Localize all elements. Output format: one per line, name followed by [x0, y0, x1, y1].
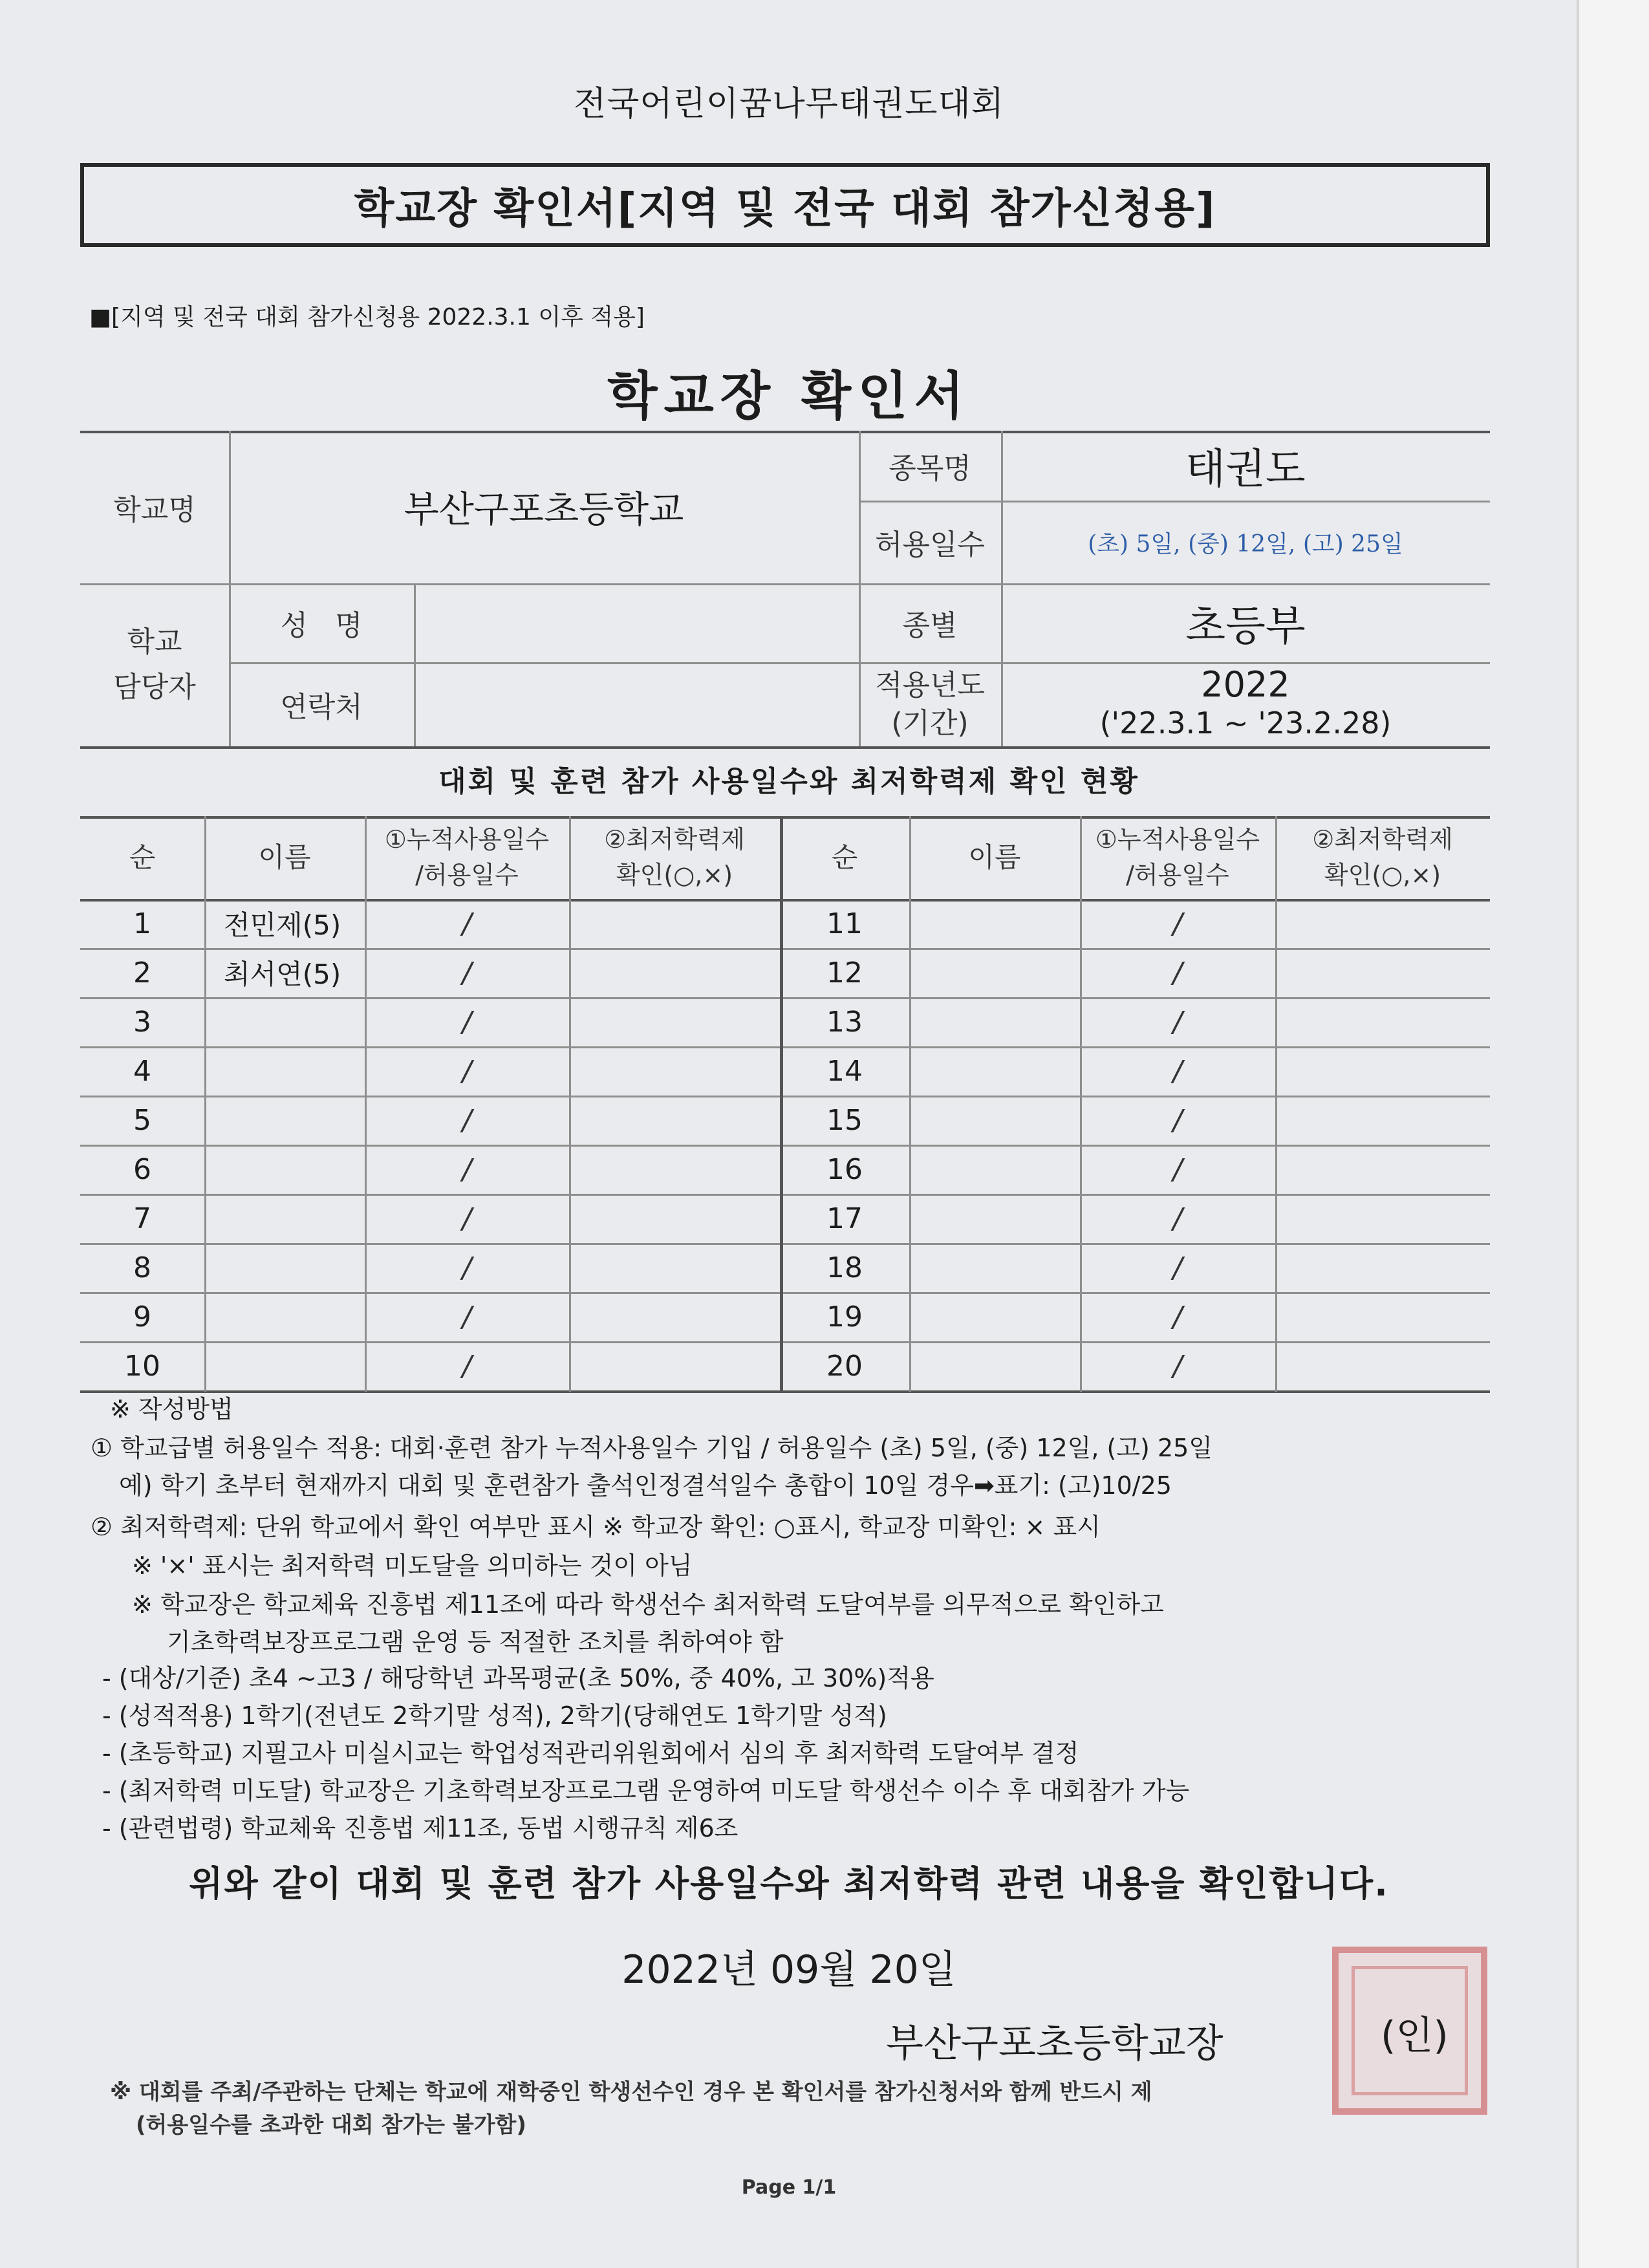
roster-header-no-right: 순 [831, 841, 858, 873]
roster-student-name [204, 997, 365, 1046]
roster-min-edu-check [569, 1341, 780, 1390]
roster-used-days: / [462, 907, 472, 940]
roster-min-edu-check [1275, 1341, 1490, 1390]
roster-student-name: 전민제(5) [224, 909, 341, 941]
division-label: 종별 [902, 609, 958, 642]
roster-row-number: 1 [133, 907, 151, 940]
roster-student-name [909, 899, 1080, 948]
sport-label: 종목명 [889, 452, 971, 485]
roster-row-number: 16 [826, 1152, 863, 1186]
roster-row-number: 17 [826, 1202, 863, 1235]
info-rule-bottom [80, 746, 1490, 749]
roster-row-number: 3 [133, 1005, 151, 1039]
roster-used-days: / [1172, 907, 1183, 940]
roster-used-days: / [1172, 956, 1183, 989]
roster-row-number: 9 [133, 1300, 151, 1334]
school-name-value: 부산구포초등학교 [404, 489, 684, 531]
principal-signature: 부산구포초등학교장 [886, 2021, 1223, 2066]
year-cell [1001, 662, 1490, 746]
period-value: ('22.3.1 ~ '23.2.28) [1099, 705, 1392, 740]
roster-used-days: / [1172, 1202, 1183, 1235]
roster-row-number: 15 [826, 1103, 863, 1137]
roster-used-days: / [1172, 1349, 1183, 1383]
roster-student-name [204, 1292, 365, 1341]
allowed-days-value: (초) 5일, (중) 12일, (고) 25일 [1088, 530, 1403, 557]
instruction-line: - (관련법령) 학교체육 진흥법 제11조, 동법 시행규칙 제6조 [102, 1814, 738, 1842]
roster-student-name [204, 1096, 365, 1145]
roster-row-number: 5 [133, 1103, 151, 1137]
roster-row-number: 4 [133, 1054, 151, 1088]
document-title: 학교장 확인서[지역 및 전국 대회 참가신청용] [354, 185, 1216, 233]
roster-row-number: 19 [826, 1300, 863, 1334]
confirmation-statement: 위와 같이 대회 및 훈련 참가 사용일수와 최저학력 관련 내용을 확인합니다. [189, 1863, 1389, 1904]
roster-min-edu-check [1275, 1145, 1490, 1194]
roster-header-name-right: 이름 [968, 841, 1021, 873]
roster-used-days: / [462, 1202, 472, 1235]
roster-min-edu-check [1275, 1046, 1490, 1096]
roster-min-edu-check [569, 1096, 780, 1145]
roster-min-edu-check [569, 1194, 780, 1243]
roster-min-edu-check [569, 1243, 780, 1292]
sport-value: 태권도 [1185, 446, 1306, 493]
roster-student-name [909, 1243, 1080, 1292]
form-title: 학교장 확인서 [607, 366, 971, 426]
roster-used-days: / [1172, 1054, 1183, 1088]
roster-used-days: / [462, 1300, 472, 1334]
roster-row-number: 14 [826, 1054, 863, 1088]
roster-min-edu-check [1275, 1292, 1490, 1341]
instruction-line: 예) 학기 초부터 현재까지 대회 및 훈련참가 출석인정결석일수 총합이 10일 경우➡표기: (고)10/25 [119, 1471, 1172, 1500]
roster-header-name-left: 이름 [258, 841, 311, 873]
year-value: 2022 [1201, 664, 1290, 706]
issue-date: 2022년 09월 20일 [621, 1947, 956, 1993]
manager-name-label: 성 명 [280, 609, 363, 642]
roster-row-number: 11 [826, 907, 863, 940]
roster-used-days: / [462, 956, 472, 989]
instruction-line: - (성적적용) 1학기(전년도 2학기말 성적), 2학기(당해연도 1학기말 성적) [102, 1701, 887, 1730]
roster-student-name [909, 1096, 1080, 1145]
roster-used-days: / [1172, 1300, 1183, 1334]
manager-name-value [414, 583, 859, 662]
footer-note-line: ※ 대회를 주최/주관하는 단체는 학교에 재학중인 학생선수인 경우 본 확인서를 참가신청서와 함께 반드시 제 [110, 2079, 1152, 2105]
instruction-line: ※ '×' 표시는 최저학력 미도달을 의미하는 것이 아님 [132, 1551, 693, 1580]
roster-header-no-left: 순 [129, 841, 156, 873]
roster-student-name [204, 1145, 365, 1194]
roster-used-days: / [462, 1054, 472, 1088]
roster-student-name [204, 1341, 365, 1390]
instruction-line: - (최저학력 미도달) 학교장은 기초학력보장프로그램 운영하여 미도달 학생선수 이수 후 대회참가 가능 [102, 1777, 1190, 1805]
roster-min-edu-check [1275, 899, 1490, 948]
school-name-label: 학교명 [113, 493, 196, 526]
roster-min-edu-check [569, 1046, 780, 1096]
instruction-line: ※ 학교장은 학교체육 진흥법 제11조에 따라 학생선수 최저학력 도달여부를 의무적으로 확인하고 [132, 1590, 1164, 1619]
roster-min-edu-check [1275, 1194, 1490, 1243]
instructions-heading: ※ 작성방법 [110, 1395, 233, 1423]
event-name: 전국어린이꿈나무태권도대회 [573, 85, 1005, 124]
roster-student-name [909, 997, 1080, 1046]
seal-mark: (인) [1381, 2013, 1449, 2058]
roster-student-name [909, 1341, 1080, 1390]
document-title-box [80, 163, 1490, 247]
allowed-days-label: 허용일수 [874, 528, 985, 561]
roster-used-days: / [1172, 1251, 1183, 1284]
instruction-line: - (대상/기준) 초4 ~고3 / 해당학년 과목평균(초 50%, 중 40%, 고 30%)적용 [102, 1664, 934, 1692]
roster-student-name [204, 1194, 365, 1243]
roster-student-name [909, 1145, 1080, 1194]
roster-min-edu-check [1275, 948, 1490, 997]
roster-header-check-left: ②최저학력제 확인(○,×) [604, 825, 745, 889]
manager-label: 학교 담당자 [113, 625, 196, 704]
page-fold-edge [1577, 0, 1579, 2268]
roster-student-name: 최서연(5) [224, 958, 341, 990]
page-number: Page 1/1 [741, 2176, 837, 2199]
roster-min-edu-check [569, 899, 780, 948]
division-value: 초등부 [1185, 603, 1306, 651]
roster-student-name [909, 948, 1080, 997]
page-fold-margin [1578, 0, 1649, 2268]
application-notice: ■[지역 및 전국 대회 참가신청용 2022.3.1 이후 적용] [89, 304, 645, 330]
contact-label: 연락처 [280, 691, 363, 724]
roster-min-edu-check [1275, 1096, 1490, 1145]
roster-used-days: / [462, 1103, 472, 1137]
instruction-line: 기초학력보장프로그램 운영 등 적절한 조치를 취하여야 함 [167, 1628, 784, 1656]
roster-student-name [909, 1194, 1080, 1243]
roster-used-days: / [1172, 1005, 1183, 1039]
roster-row-number: 7 [133, 1202, 151, 1235]
roster-student-name [204, 1046, 365, 1096]
roster-used-days: / [462, 1251, 472, 1284]
roster-rule-bottom [80, 1390, 1490, 1393]
roster-row-number: 13 [826, 1005, 863, 1039]
roster-header-days-right: ①누적사용일수 /허용일수 [1095, 825, 1260, 889]
roster-min-edu-check [569, 997, 780, 1046]
roster-min-edu-check [569, 1292, 780, 1341]
roster-min-edu-check [569, 948, 780, 997]
instruction-line: ② 최저학력제: 단위 학교에서 확인 여부만 표시 ※ 학교장 확인: ○표시, 학교장 미확인: × 표시 [91, 1513, 1101, 1541]
roster-row-number: 12 [826, 956, 863, 989]
roster-min-edu-check [1275, 997, 1490, 1046]
footer-note [110, 2076, 1339, 2142]
roster-section-title: 대회 및 훈련 참가 사용일수와 최저학력제 확인 현황 [438, 765, 1139, 798]
roster-min-edu-check [1275, 1243, 1490, 1292]
roster-used-days: / [462, 1349, 472, 1383]
roster-row-number: 2 [133, 956, 151, 989]
roster-student-name [909, 1046, 1080, 1096]
roster-used-days: / [1172, 1152, 1183, 1186]
roster-row-number: 6 [133, 1152, 151, 1186]
contact-value [414, 662, 859, 746]
roster-student-name [909, 1292, 1080, 1341]
instruction-line: ① 학교급별 허용일수 적용: 대회·훈련 참가 누적사용일수 기입 / 허용일수 (초) 5일, (중) 12일, (고) 25일 [91, 1434, 1213, 1462]
year-label: 적용년도 (기간) [874, 668, 985, 740]
footer-note-line: (허용일수를 초과한 대회 참가는 불가함) [136, 2112, 526, 2138]
instruction-line: - (초등학교) 지필고사 미실시교는 학업성적관리위원회에서 심의 후 최저학력 도달여부 결정 [102, 1739, 1079, 1767]
roster-used-days: / [1172, 1103, 1183, 1137]
roster-min-edu-check [569, 1145, 780, 1194]
roster-row-number: 20 [826, 1349, 863, 1383]
roster-used-days: / [462, 1005, 472, 1039]
roster-header-days-left: ①누적사용일수 /허용일수 [384, 825, 550, 889]
roster-header-check-right: ②최저학력제 확인(○,×) [1312, 825, 1453, 889]
roster-row-number: 8 [133, 1251, 151, 1284]
roster-row-number: 10 [124, 1349, 160, 1383]
roster-used-days: / [462, 1152, 472, 1186]
roster-student-name [204, 1243, 365, 1292]
roster-row-number: 18 [826, 1251, 863, 1284]
